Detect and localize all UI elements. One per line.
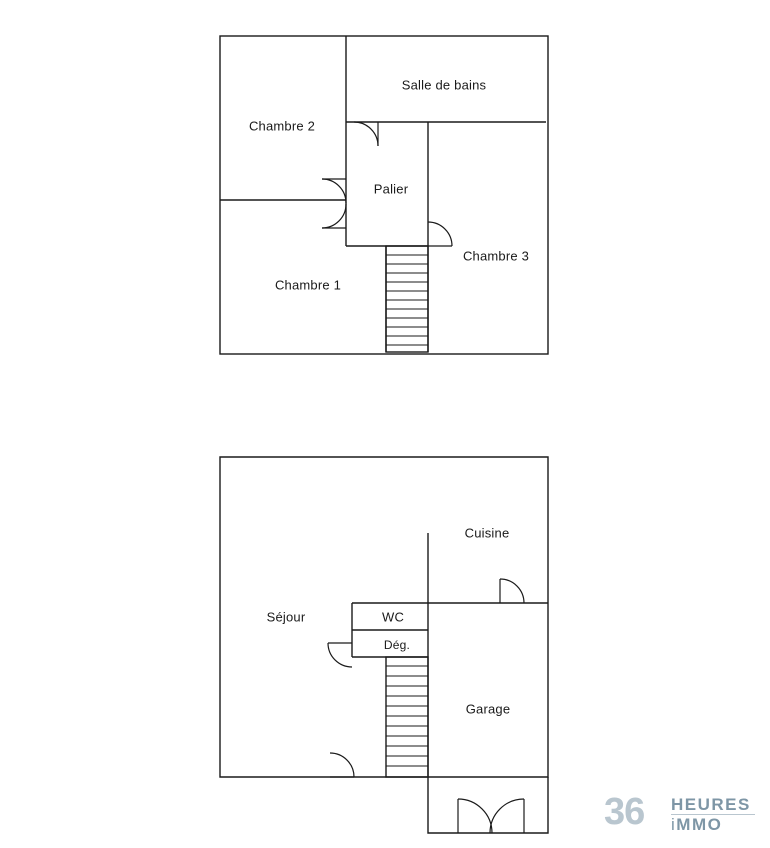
room-label-sejour: Séjour	[266, 609, 306, 625]
ground-floor-plan	[218, 455, 550, 835]
room-label-wc: WC	[381, 609, 405, 625]
room-label-cuisine: Cuisine	[464, 525, 510, 541]
brand-logo	[604, 793, 754, 839]
room-label-garage: Garage	[465, 701, 511, 717]
room-label-chambre1: Chambre 1	[274, 277, 342, 293]
room-label-chambre2: Chambre 2	[248, 118, 316, 134]
room-label-palier: Palier	[373, 181, 409, 197]
room-label-degagement: Dég.	[383, 638, 411, 652]
logo-immo-text	[671, 815, 722, 835]
logo-immo-prefix: i	[671, 815, 677, 834]
logo-immo-main: MMO	[676, 815, 723, 834]
room-label-chambre3: Chambre 3	[462, 248, 530, 264]
room-label-salle-de-bains: Salle de bains	[401, 77, 487, 93]
logo-heures-text: HEURES	[671, 795, 751, 814]
logo-number: 36	[604, 791, 645, 833]
upper-floor-plan	[218, 34, 550, 356]
